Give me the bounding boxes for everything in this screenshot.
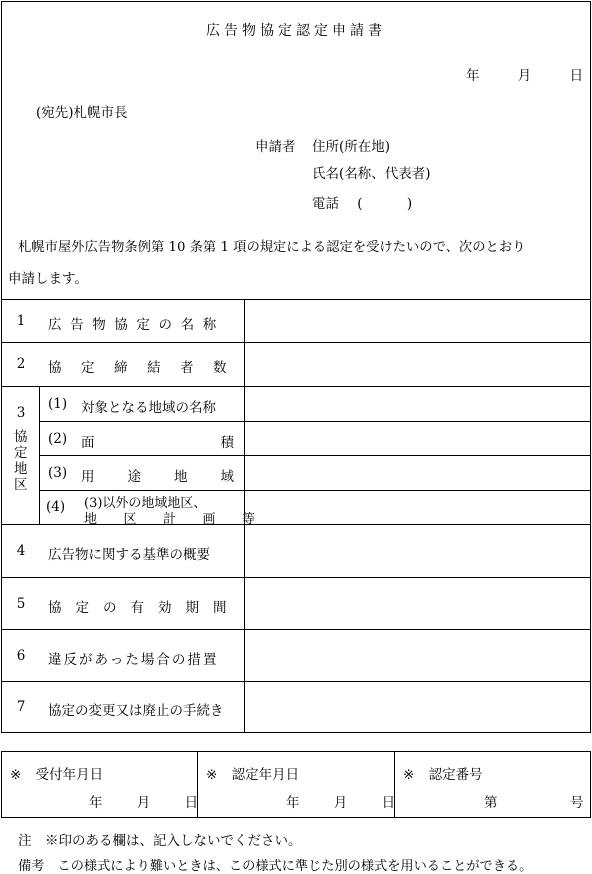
- received-date-header: [10, 763, 103, 783]
- row-number: 2: [16, 356, 26, 372]
- intro-text-line1: 札幌市屋外広告物条例第 10 条第 1 項の規定による認定を受けたいので、次のとおり: [18, 240, 526, 255]
- office-mark: ※: [403, 767, 415, 783]
- approved-date-label: 認定年月日: [231, 767, 300, 783]
- row-number: 3: [16, 405, 26, 421]
- sub-label-part: 面: [81, 435, 95, 451]
- sub-number: (1): [48, 396, 68, 412]
- applicant-phone-line: [312, 192, 412, 212]
- applicant-name-label: 氏名(名称、代表者): [312, 166, 431, 182]
- sub-row-rule: [39, 490, 591, 491]
- year-label: 年: [286, 795, 300, 811]
- row-label-party-count: 協定締結者数: [48, 360, 246, 376]
- addressee: (宛先)札幌市長: [36, 105, 128, 121]
- row-number: 1: [16, 313, 26, 329]
- sub-label-area-name: 対象となる地域の名称: [81, 400, 216, 416]
- sub-label-other-district-line2: 地区計画等: [84, 512, 282, 527]
- sub-row-rule: [39, 455, 591, 456]
- approved-date-header: [206, 763, 299, 783]
- row-label-district-vertical: 協定地区: [14, 429, 28, 493]
- office-mark: ※: [206, 767, 218, 783]
- month-label: 月: [333, 795, 348, 811]
- row-label-violation-measures: 違反があった場合の措置: [48, 652, 219, 668]
- applicant-label: 申請者: [255, 139, 296, 155]
- phone-paren-close: ): [406, 196, 413, 212]
- sub-label-use-district: 用途地域: [81, 469, 267, 485]
- approved-date-fields: [286, 791, 395, 811]
- approval-number-label: 認定番号: [428, 767, 483, 783]
- date-line: [466, 64, 583, 84]
- row-rule: [1, 577, 591, 578]
- row-label-standards-summary: 広告物に関する基準の概要: [48, 547, 210, 563]
- date-day-label: 日: [569, 68, 584, 84]
- row-number: 5: [16, 596, 26, 612]
- row-number: 7: [16, 699, 26, 715]
- date-year-label: 年: [466, 68, 480, 84]
- row-rule: [1, 386, 591, 387]
- sub-number: (2): [48, 431, 68, 447]
- note-alternate-form: 備考 この様式により難いときは、この様式に準じた別の様式を用いることができる。: [18, 859, 533, 874]
- received-date-fields: [89, 791, 198, 811]
- intro-text-line2: 申請します。: [8, 271, 88, 287]
- date-month-label: 月: [517, 68, 532, 84]
- sub-label-other-district-line1: (3)以外の地域地区、: [84, 496, 207, 511]
- row-label-validity-period: 協定の有効期間: [48, 600, 241, 616]
- sub-label-area-size: [81, 431, 234, 451]
- row-rule: [1, 342, 591, 343]
- office-mark: ※: [10, 767, 22, 783]
- phone-paren-open: (: [357, 196, 363, 212]
- year-label: 年: [89, 795, 103, 811]
- row-rule: [1, 681, 591, 682]
- day-label: 日: [381, 795, 396, 811]
- table-top-rule: [1, 299, 591, 300]
- form-title: 広告物協定認定申請書: [206, 23, 386, 39]
- approval-number-header: [403, 763, 483, 783]
- row-rule: [1, 629, 591, 630]
- month-label: 月: [136, 795, 151, 811]
- note-office-use: 注 ※印のある欄は、記入しないでください。: [18, 833, 302, 849]
- day-label: 日: [184, 795, 199, 811]
- row-number: 4: [16, 543, 26, 559]
- sub-number: (3): [48, 465, 68, 481]
- approval-number-go: 号: [570, 795, 584, 811]
- approval-number-dai: 第: [484, 795, 498, 811]
- row-number: 6: [16, 648, 26, 664]
- sub-row-rule: [39, 421, 591, 422]
- row-label-agreement-name: 広告物協定の名称: [48, 317, 225, 333]
- row-label-change-procedure: 協定の変更又は廃止の手続き: [48, 703, 224, 719]
- sub-number: (4): [46, 499, 66, 515]
- spread-text: [81, 431, 234, 451]
- received-date-label: 受付年月日: [35, 767, 104, 783]
- applicant-phone-label: 電話: [312, 196, 339, 212]
- applicant-address-label: 住所(所在地): [312, 139, 391, 155]
- sub-label-part: 積: [220, 435, 234, 451]
